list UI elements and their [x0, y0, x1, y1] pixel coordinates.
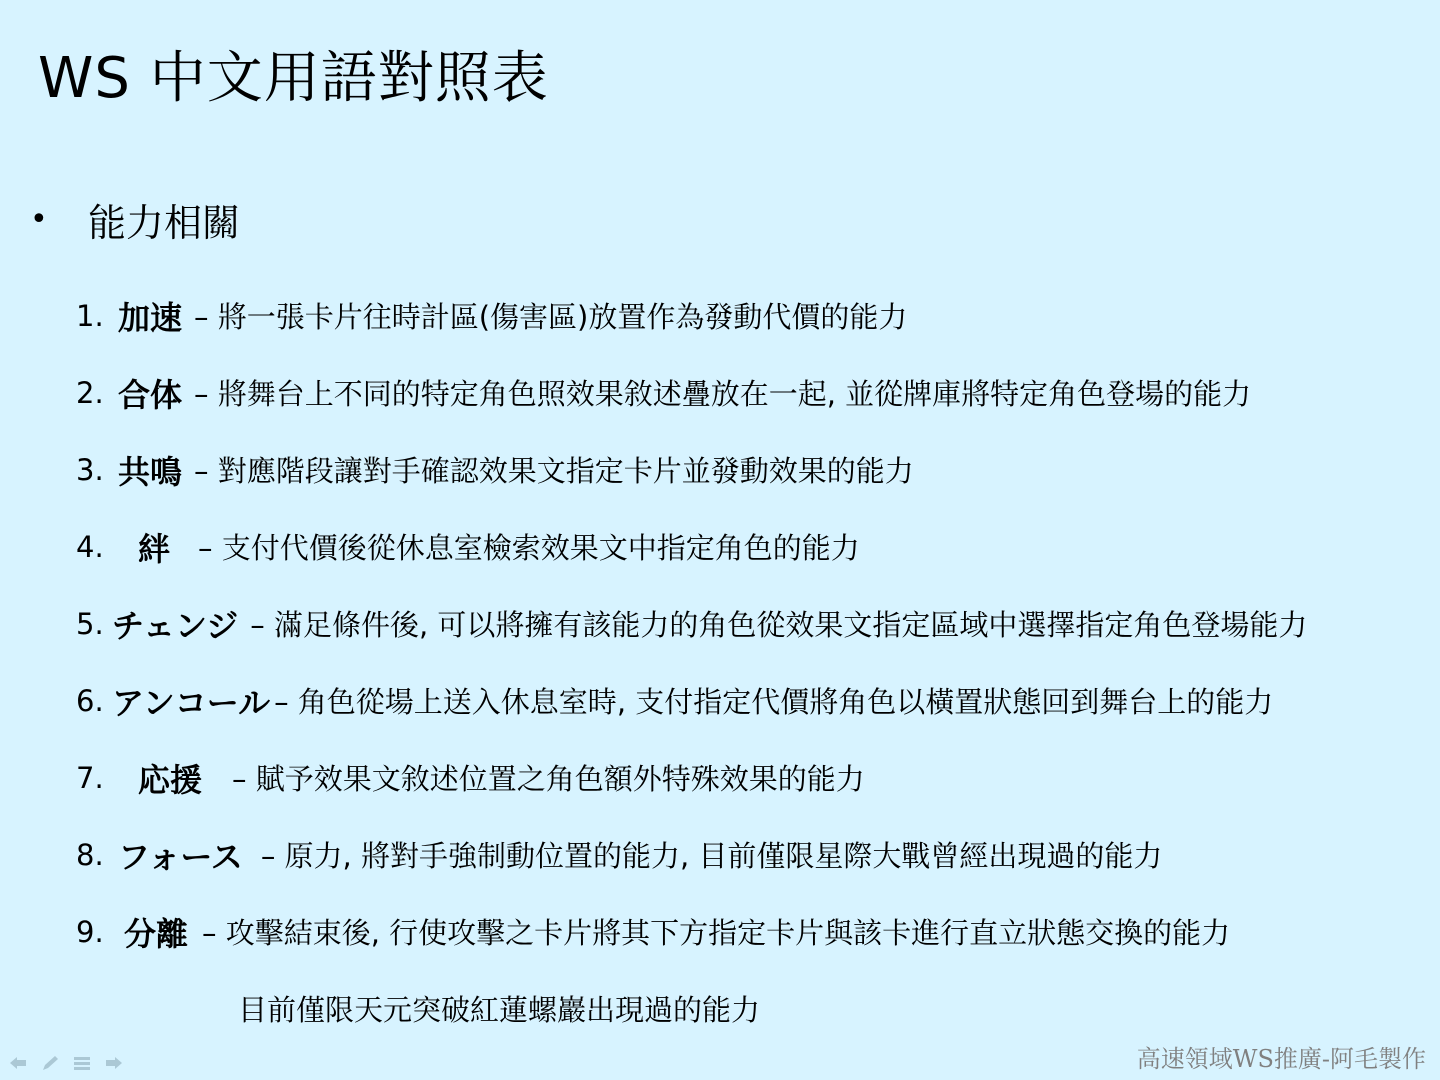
- term-list: [76, 277, 1426, 1047]
- item-description-continued: 目前僅限天元突破紅蓮螺巖出現過的能力: [238, 993, 761, 1027]
- list-item: [76, 662, 1426, 739]
- item-term: 共鳴: [118, 452, 183, 491]
- item-number: 8.: [76, 837, 104, 872]
- back-arrow-icon[interactable]: [8, 1054, 28, 1072]
- item-term: 分離: [124, 914, 189, 953]
- bullet-icon: •: [30, 202, 48, 237]
- item-number: 2.: [76, 375, 104, 410]
- section-label: 能力相關: [88, 201, 241, 245]
- item-description: – 對應階段讓對手確認效果文指定卡片並發動效果的能力: [194, 454, 914, 488]
- item-number: 1.: [76, 298, 104, 333]
- footer-credit: 高速領域WS推廣-阿毛製作: [1136, 1045, 1426, 1073]
- item-term: 合体: [118, 375, 183, 414]
- list-item: [76, 585, 1426, 662]
- item-term: 応援: [138, 760, 203, 799]
- item-description: – 原力, 將對手強制動位置的能力, 目前僅限星際大戰曾經出現過的能力: [260, 839, 1163, 873]
- list-item: [76, 277, 1426, 354]
- pen-icon[interactable]: [40, 1054, 60, 1072]
- list-item-continuation: [76, 970, 1426, 1047]
- item-description: – 滿足條件後, 可以將擁有該能力的角色從效果文指定區域中選擇指定角色登場能力: [250, 608, 1308, 642]
- list-item: [76, 354, 1426, 431]
- slide-title: WS 中文用語對照表: [38, 46, 549, 111]
- item-description: – 將舞台上不同的特定角色照效果敘述疊放在一起, 並從牌庫將特定角色登場的能力: [194, 377, 1252, 411]
- list-item: [76, 739, 1426, 816]
- list-item: [76, 508, 1426, 585]
- item-description: – 賦予效果文敘述位置之角色額外特殊效果的能力: [232, 762, 865, 796]
- item-number: 5.: [76, 606, 104, 641]
- item-description: – 攻擊結束後, 行使攻擊之卡片將其下方指定卡片與該卡進行直立狀態交換的能力: [202, 916, 1231, 950]
- forward-arrow-icon[interactable]: [104, 1054, 124, 1072]
- item-number: 7.: [76, 760, 104, 795]
- item-term: アンコール: [112, 683, 271, 722]
- item-term: 絆: [138, 529, 171, 568]
- list-item: [76, 816, 1426, 893]
- menu-icon[interactable]: [72, 1054, 92, 1072]
- item-description: – 將一張卡片往時計區(傷害區)放置作為發動代價的能力: [194, 300, 908, 334]
- slide-nav: [8, 1054, 124, 1072]
- item-term: 加速: [118, 298, 183, 337]
- section-heading: [30, 192, 240, 247]
- item-number: 3.: [76, 452, 104, 487]
- list-item: [76, 893, 1426, 970]
- item-description: – 支付代價後從休息室檢索效果文中指定角色的能力: [198, 531, 860, 565]
- item-description: – 角色從場上送入休息室時, 支付指定代價將角色以橫置狀態回到舞台上的能力: [274, 685, 1274, 719]
- item-number: 6.: [76, 683, 104, 718]
- item-number: 4.: [76, 529, 104, 564]
- item-term: フォース: [118, 837, 243, 876]
- item-number: 9.: [76, 914, 104, 949]
- list-item: [76, 431, 1426, 508]
- item-term: チェンジ: [112, 606, 239, 645]
